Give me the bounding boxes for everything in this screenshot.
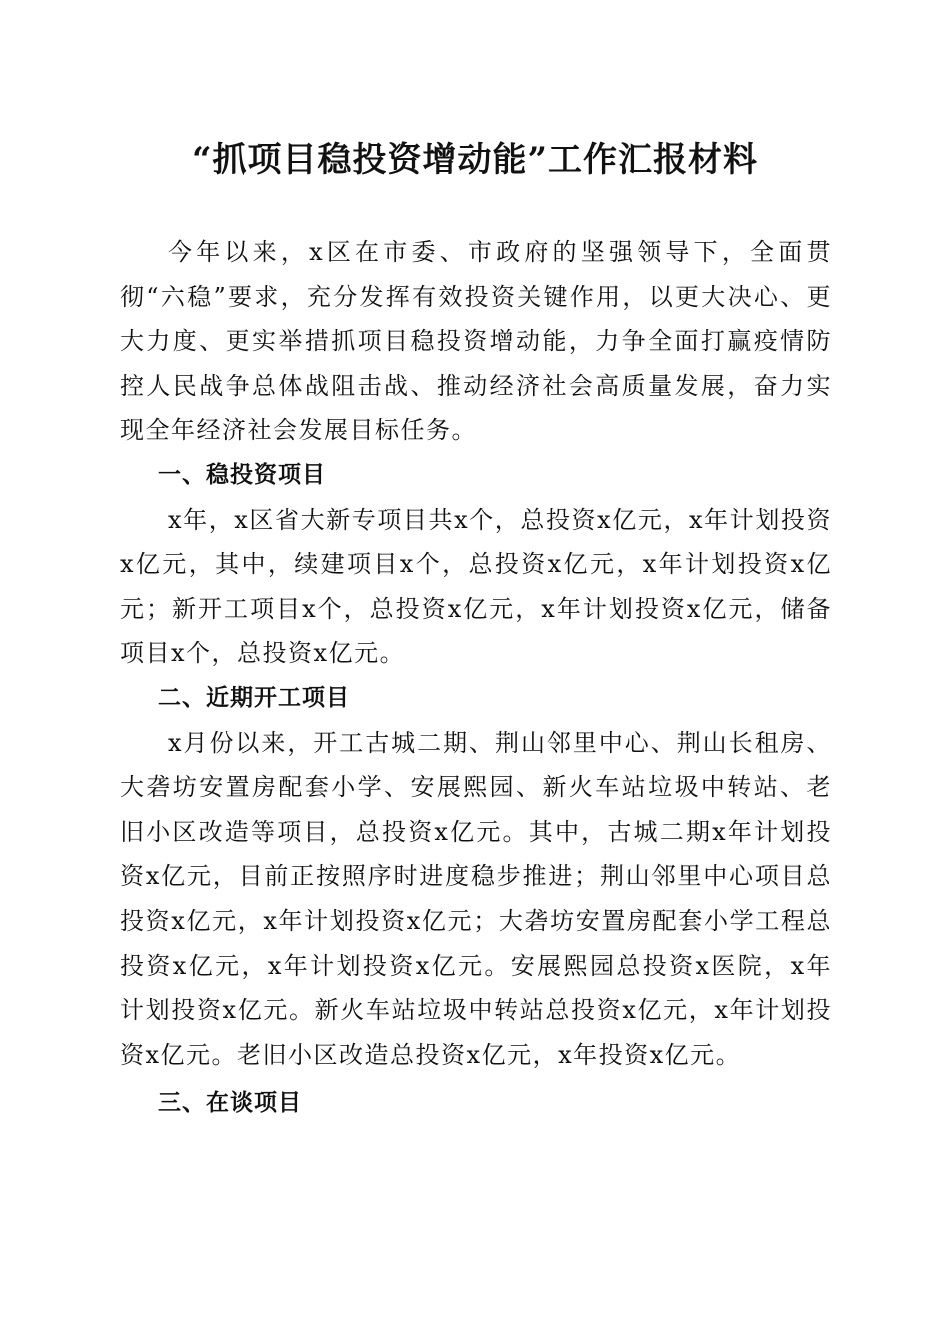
section-heading-negotiating-projects: 三、在谈项目 bbox=[158, 1090, 302, 1117]
section-heading-stable-investment: 一、稳投资项目 bbox=[158, 461, 326, 488]
document-title: “抓项目稳投资增动能”工作汇报材料 bbox=[191, 140, 759, 180]
document-body bbox=[120, 230, 832, 1126]
section-body-recent-projects: x月份以来，开工古城二期、荆山邻里中心、荆山长租房、大砻坊安置房配套小学、安展熙园、新火车站垃圾中转站、老旧小区改造等项目，总投资x亿元。其中，古城二期x年计划投资x亿元，目前正按照序时进度稳步推进；荆山邻里中心项目总投资x亿元，x年计划投资x亿元；大砻坊安置房配套小学工程总投资x亿元，x年计划投资x亿元。安展熙园总投资x医院，x年计划投资x亿元。新火车站垃圾中转站总投资x亿元，x年计划投资x亿元。老旧小区改造总投资x亿元，x年投资x亿元。 bbox=[120, 728, 832, 1069]
section-body-stable-investment: x年，x区省大新专项目共x个，总投资x亿元，x年计划投资x亿元，其中，续建项目x个，总投资x亿元，x年计划投资x亿元；新开工项目x个，总投资x亿元，x年计划投资x亿元，储备项目x个，总投资x亿元。 bbox=[120, 505, 832, 668]
section-heading-recent-projects: 二、近期开工项目 bbox=[158, 684, 350, 711]
intro-paragraph: 今年以来，x区在市委、市政府的坚强领导下，全面贯彻“六稳”要求，充分发挥有效投资关键作用，以更大决心、更大力度、更实举措抓项目稳投资增动能，力争全面打赢疫情防控人民战争总体战阻击战、推动经济社会高质量发展，奋力实现全年经济社会发展目标任务。 bbox=[120, 238, 832, 445]
